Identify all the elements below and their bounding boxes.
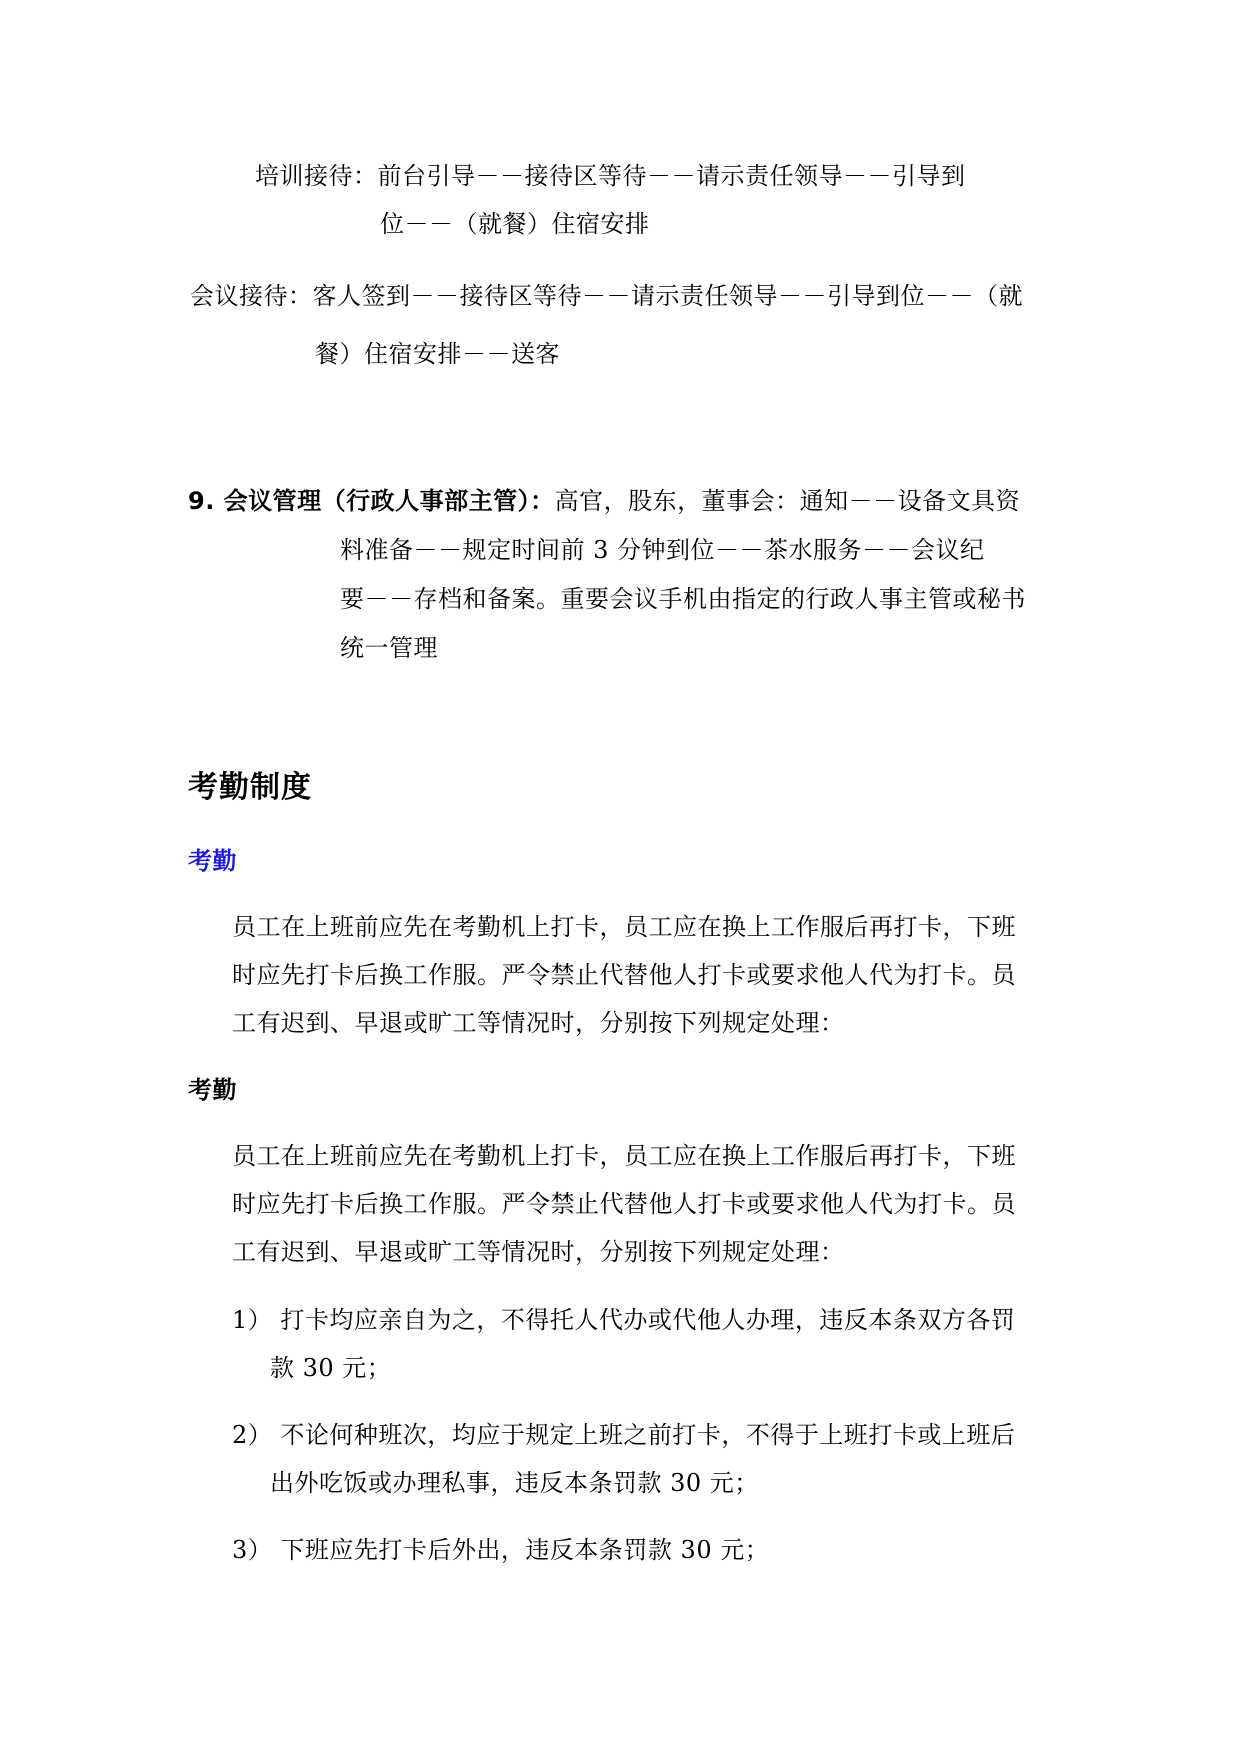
training-reception-line2: 位－－（就餐）住宿安排 — [380, 210, 650, 238]
meeting-reception-line1 — [190, 281, 1023, 311]
attendance-para1-line3: 工有迟到、早退或旷工等情况时，分别按下列规定处理： — [232, 1009, 845, 1037]
attendance-subheading-1: 考勤 — [188, 847, 237, 875]
rule-3-line1 — [232, 1535, 769, 1565]
attendance-para2-line2: 时应先打卡后换工作服。严令禁止代替他人打卡或要求他人代为打卡。员 — [232, 1190, 1016, 1218]
section9-line3: 要－－存档和备案。重要会议手机由指定的行政人事主管或秘书 — [340, 585, 1026, 613]
attendance-para1-line2: 时应先打卡后换工作服。严令禁止代替他人打卡或要求他人代为打卡。员 — [232, 961, 1016, 989]
rule-1-number: 1） — [232, 1306, 273, 1334]
rule-3-number: 3） — [232, 1536, 273, 1564]
section9-text1: 高官，股东，董事会：通知－－设备文具资 — [554, 487, 1021, 515]
training-reception-label: 培训接待： — [255, 162, 378, 190]
rule-2-line2: 出外吃饭或办理私事，违反本条罚款 30 元； — [270, 1469, 759, 1497]
attendance-heading: 考勤制度 — [188, 770, 312, 805]
training-reception-text: 前台引导－－接待区等待－－请示责任领导－－引导到 — [377, 162, 966, 190]
rule-1-line2: 款 30 元； — [270, 1354, 392, 1382]
section9-number: 9. — [188, 487, 224, 515]
section9-title: 会议管理（行政人事部主管）： — [223, 487, 555, 515]
training-reception-line1 — [255, 161, 966, 191]
section9-line1 — [188, 486, 1020, 516]
section9-line4: 统一管理 — [340, 634, 438, 662]
rule-1-text: 打卡均应亲自为之，不得托人代办或代他人办理，违反本条双方各罚 — [280, 1306, 1016, 1334]
attendance-para2-line1: 员工在上班前应先在考勤机上打卡，员工应在换上工作服后再打卡，下班 — [232, 1142, 1016, 1170]
meeting-reception-label: 会议接待： — [190, 282, 313, 310]
rule-2-line1 — [232, 1420, 1015, 1450]
attendance-subheading-2: 考勤 — [188, 1076, 237, 1104]
attendance-para2-line3: 工有迟到、早退或旷工等情况时，分别按下列规定处理： — [232, 1238, 845, 1266]
rule-2-number: 2） — [232, 1421, 273, 1449]
attendance-para1-line1: 员工在上班前应先在考勤机上打卡，员工应在换上工作服后再打卡，下班 — [232, 913, 1016, 941]
rule-3-text: 下班应先打卡后外出，违反本条罚款 30 元； — [280, 1536, 770, 1564]
section9-line2: 料准备－－规定时间前 3 分钟到位－－茶水服务－－会议纪 — [340, 536, 985, 564]
rule-1-line1 — [232, 1305, 1015, 1335]
rule-2-text: 不论何种班次，均应于规定上班之前打卡，不得于上班打卡或上班后 — [280, 1421, 1016, 1449]
meeting-reception-text: 客人签到－－接待区等待－－请示责任领导－－引导到位－－（就 — [312, 282, 1023, 310]
meeting-reception-line2: 餐）住宿安排－－送客 — [315, 340, 560, 368]
